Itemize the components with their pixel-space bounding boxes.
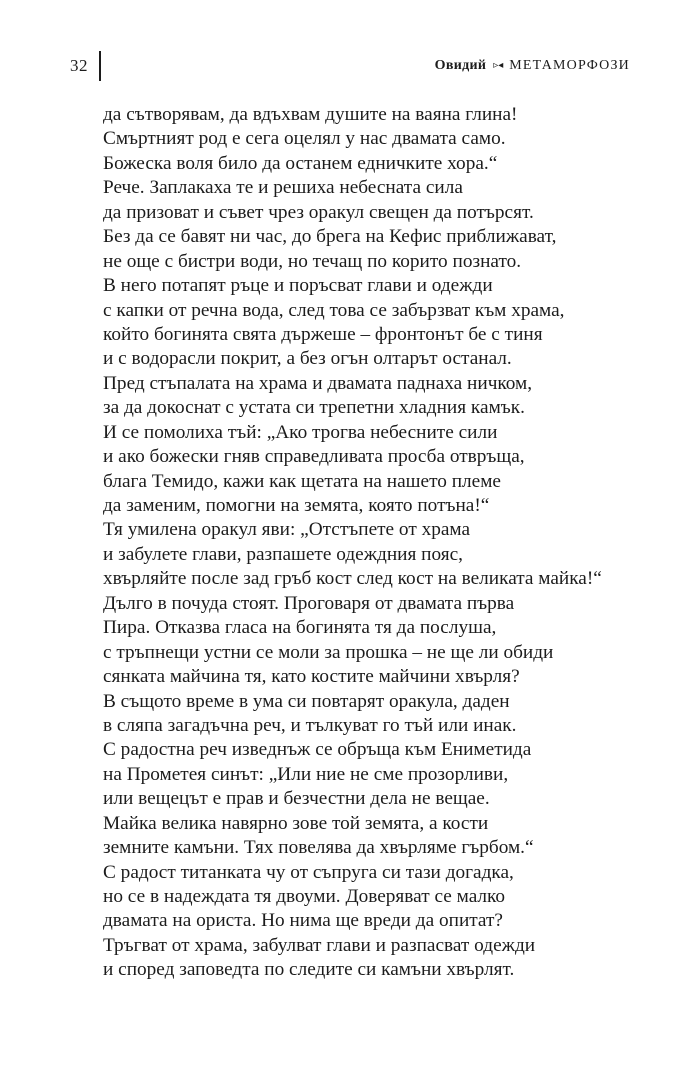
ornament-icon: ▹◂ [493,60,504,71]
text-line: който богинята свята държеше – фронтонът бе с тиня [103,323,543,345]
text-line: Божеска воля било да останем едничките хора.“ [103,152,498,174]
poem-text [103,103,643,983]
text-line: Тръгват от храма, забулват глави и разпасват одежди [103,934,536,956]
text-line: И се помолиха тъй: „Ако трогва небесните сили [103,421,498,443]
text-line: блага Темидо, кажи как щетата на нашето племе [103,470,501,492]
book-title: МЕТАМОРФОЗИ [509,58,630,73]
text-line: Тя умилена оракул яви: „Отстъпете от храма [103,519,471,541]
text-line: земните камъни. Тях повелява да хвърляме гърбом.“ [103,837,534,859]
text-line: в сляпа загадъчна реч, и тълкуват го тъй или инак. [103,714,517,736]
text-line: хвърляйте после зад гръб кост след кост на великата майка!“ [103,568,602,590]
text-line: Дълго в почуда стоят. Проговаря от двамата първа [103,592,515,614]
text-line: Пира. Отказва гласа на богинята тя да послуша, [103,617,497,639]
text-line: и според заповедта по следите си камъни хвърлят. [103,959,515,981]
text-line: да заменим, помогни на земята, която потъна!“ [103,495,490,516]
text-line: за да докоснат с устата си трепетни хладния камък. [103,397,525,419]
text-line: В него потапят ръце и поръсват глави и одежди [103,275,493,297]
text-line: и ако божески гняв справедливата просба отвръща, [103,446,525,468]
text-line: с тръпнещи устни се моли за прошка – не ще ли обиди [103,641,554,663]
text-line: С радост титанката чу от съпруга си тази догадка, [103,861,514,883]
text-line: В същото време в ума си повтарят оракула, даден [103,690,510,712]
text-line: сянката майчина тя, като костите майчини хвърля? [103,666,520,688]
author-name: Овидий [434,58,487,73]
text-line: Рече. Заплакаха те и решиха небесната сила [103,177,463,199]
text-line: и с водорасли покрит, а без огън олтарът останал. [103,348,512,370]
text-line: Пред стъпалата на храма и двамата паднаха ничком, [103,372,533,394]
page-header [0,55,700,77]
header-divider [99,51,101,81]
text-line: Смъртният род е сега оцелял у нас двамата само. [103,128,506,150]
text-line: Без да се бавят ни час, до брега на Кефис приближават, [103,226,557,248]
text-line: двамата на ориста. Но нима ще вреди да опитат? [103,910,503,932]
text-line: с капки от речна вода, след това се забързват към храма, [103,299,565,321]
text-line: да призоват и съвет чрез оракул свещен да потърсят. [103,201,534,223]
text-line: С радостна реч изведнъж се обръща към Ениметида [103,739,532,761]
text-line: на Прометея синът: „Или ние не сме прозорливи, [103,763,509,785]
page-number: 32 [70,56,88,75]
text-line: или вещецът е прав и безчестни дела не вещае. [103,788,490,810]
text-line: но се в надеждата тя двоуми. Доверяват се малко [103,886,506,907]
text-line: не още с бистри води, но течащ по корито познато. [103,250,522,272]
text-line: Майка велика навярно зове той земята, а кости [103,812,489,834]
running-head [435,55,630,77]
text-line: да сътворявам, да вдъхвам душите на ваяна глина! [103,104,518,125]
text-line: и забулете глави, разпашете одеждния пояс, [103,543,463,565]
